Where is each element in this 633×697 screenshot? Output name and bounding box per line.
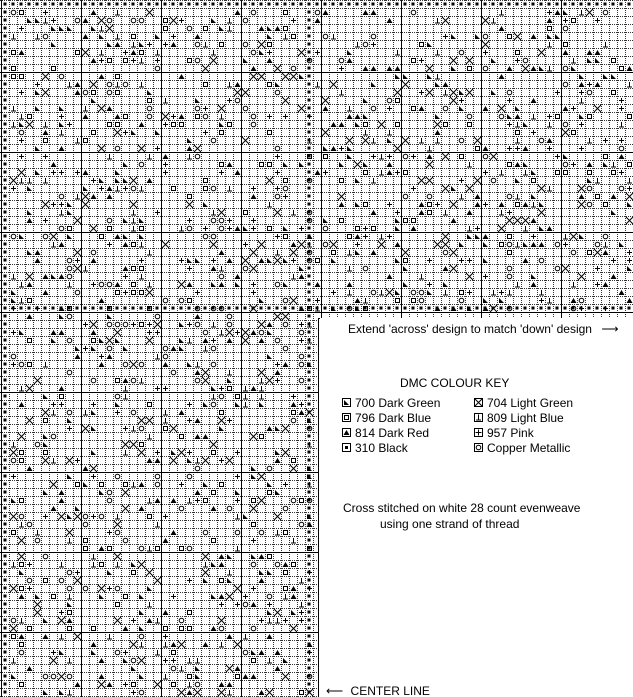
inverted-t-icon — [474, 411, 483, 425]
left-arrow-icon: ⟵ — [326, 684, 344, 697]
key-item-label: 809 Light Blue — [487, 411, 564, 425]
key-item — [342, 441, 408, 455]
key-item-label: 796 Dark Blue — [355, 411, 432, 425]
key-item-label: 704 Light Green — [487, 396, 574, 410]
center-line-label — [326, 684, 430, 697]
circle-box-icon — [474, 441, 483, 455]
stitch-info-line-1: Cross stitched on white 28 count evenweave — [343, 501, 581, 515]
center-line-text: CENTER LINE — [350, 684, 430, 697]
key-item — [342, 396, 440, 410]
stitch-info-line-2: using one strand of thread — [380, 517, 520, 531]
key-item — [474, 411, 564, 425]
key-item-label: 700 Dark Green — [355, 396, 441, 410]
dot-square-icon — [342, 441, 351, 455]
key-item — [342, 411, 431, 425]
square-in-square-icon — [342, 411, 351, 425]
key-item-label: Copper Metallic — [487, 441, 571, 455]
plus-box-icon — [474, 426, 483, 440]
extend-note — [348, 322, 619, 336]
triangle-corner-icon — [342, 396, 351, 410]
extend-note-text: Extend 'across' design to match 'down' design — [348, 322, 592, 336]
key-item — [474, 396, 573, 410]
right-arrow-icon: ⟶ — [601, 322, 619, 336]
key-item — [474, 441, 570, 455]
key-item — [474, 426, 534, 440]
key-item-label: 310 Black — [355, 441, 408, 455]
key-item-label: 957 Pink — [487, 426, 534, 440]
key-item-label: 814 Dark Red — [355, 426, 430, 440]
x-box-icon — [474, 396, 483, 410]
key-title: DMC COLOUR KEY — [400, 376, 510, 390]
info-panel — [320, 318, 633, 697]
key-item — [342, 426, 429, 440]
triangle-up-icon — [342, 426, 351, 440]
